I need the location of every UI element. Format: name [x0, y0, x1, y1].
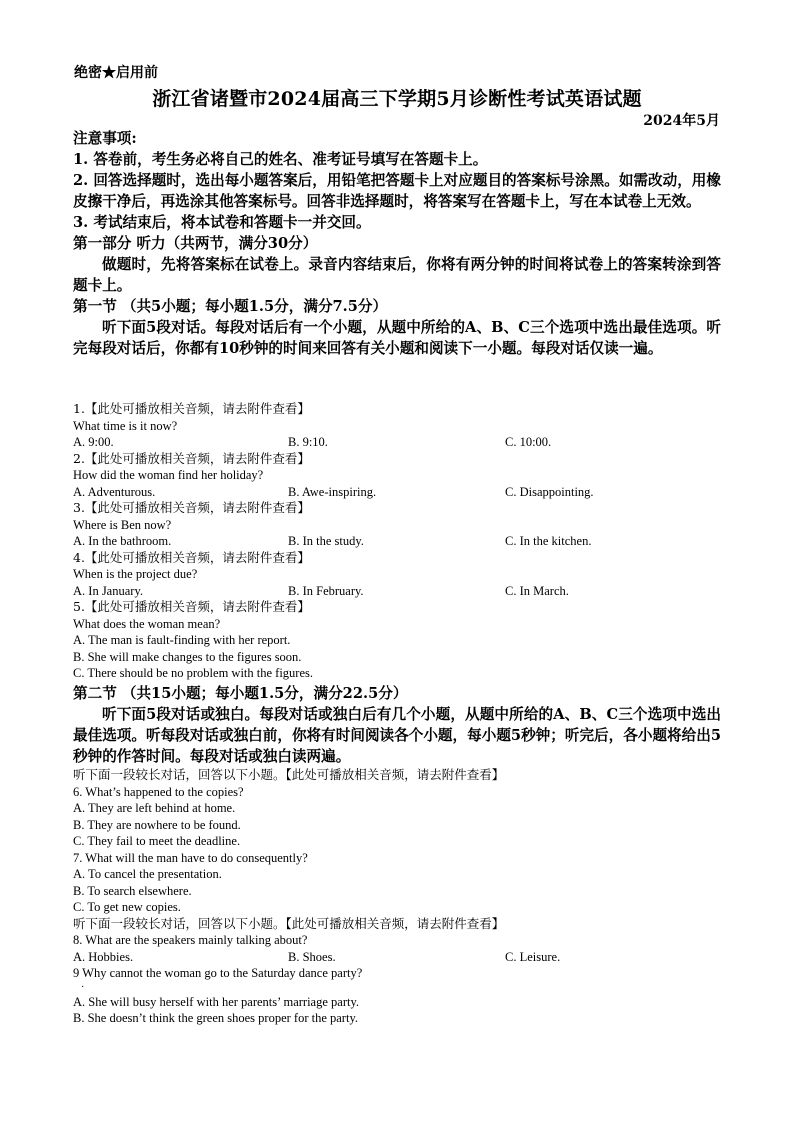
question-3 [73, 500, 721, 550]
option-b[interactable]: B. They are nowhere to be found. [73, 817, 241, 832]
audio-placeholder: 4.【此处可播放相关音频，请去附件查看】 [73, 549, 310, 565]
audio-placeholder: 2.【此处可播放相关音频，请去附件查看】 [73, 450, 310, 466]
exam-date: 2024年5月 [643, 113, 720, 129]
question-4 [73, 550, 721, 600]
note-item: 3. 考试结束后，将本试卷和答题卡一并交回。 [73, 214, 371, 231]
part1-heading: 第一部分 听力（共两节，满分30分） [73, 235, 318, 252]
section2-questions [73, 767, 721, 1027]
option-a[interactable]: A. Adventurous. [73, 484, 156, 499]
option-b[interactable]: B. To search elsewhere. [73, 883, 192, 898]
notes-section [73, 128, 721, 359]
option-b[interactable]: B. Shoes. [288, 949, 336, 964]
option-b[interactable]: B. Awe-inspiring. [288, 484, 377, 499]
option-c[interactable]: C. They fail to meet the deadline. [73, 834, 241, 848]
option-c[interactable]: C. There should be no problem with the figures. [73, 666, 314, 680]
option-row [73, 484, 721, 501]
option-c[interactable]: C. To get new copies. [73, 900, 181, 914]
option-a[interactable]: A. They are left behind at home. [73, 801, 236, 815]
option-b[interactable]: B. In February. [288, 583, 364, 598]
option-c[interactable]: C. In March. [505, 583, 569, 598]
question-stem: How did the woman find her holiday? [73, 468, 264, 482]
section2-intro: 听下面5段对话或独白。每段对话或独白后有几个小题，从题中所给的A、B、C三个选项中选出最佳选项。听每段对话或独白前，你将有时间阅读各个小题，每小题5秒钟；听完后，各小题将给出5秒钟的作答时间。每段对话或独白读两遍。 [73, 706, 721, 765]
dialogue-audio-placeholder: 听下面一段较长对话，回答以下小题。【此处可播放相关音频，请去附件查看】 [73, 915, 505, 931]
option-row [73, 533, 721, 550]
option-row [73, 583, 721, 600]
question-stem: 8. What are the speakers mainly talking about? [73, 933, 308, 947]
audio-placeholder: 5.【此处可播放相关音频，请去附件查看】 [73, 599, 310, 614]
question-2 [73, 451, 721, 501]
option-row [73, 949, 721, 966]
audio-placeholder: 1.【此处可播放相关音频，请去附件查看】 [73, 401, 310, 416]
section1-intro: 听下面5段对话。每段对话后有一个小题，从题中所给的A、B、C三个选项中选出最佳选项。听完每段对话后，你都有10秒钟的时间来回答有关小题和阅读下一小题。每段对话仅读一遍。 [73, 319, 721, 357]
confidential-label: 绝密★启用前 [74, 65, 158, 81]
option-a[interactable]: A. 9:00. [73, 435, 114, 449]
option-a[interactable]: A. Hobbies. [73, 949, 134, 964]
question-stem: What does the woman mean? [73, 616, 221, 631]
option-a[interactable]: A. In the bathroom. [73, 534, 172, 548]
option-a[interactable]: A. She will busy herself with her parents’ marriage party. [73, 994, 360, 1009]
section2-header [73, 683, 721, 767]
dialogue-audio-placeholder: 听下面一段较长对话，回答以下小题。【此处可播放相关音频，请去附件查看】 [73, 767, 505, 782]
option-b[interactable]: B. 9:10. [288, 435, 328, 449]
option-c[interactable]: C. 10:00. [505, 435, 552, 449]
question-stem: 7. What will the man have to do consequently? [73, 850, 308, 865]
option-row [73, 434, 721, 451]
question-stem: 6. What’s happened to the copies? [73, 784, 244, 799]
option-a[interactable]: A. To cancel the presentation. [73, 867, 222, 881]
option-c[interactable]: C. In the kitchen. [505, 534, 592, 548]
option-a[interactable]: A. In January. [73, 583, 144, 598]
option-b[interactable]: B. She will make changes to the figures soon. [73, 649, 302, 664]
notes-heading: 注意事项: [73, 130, 137, 147]
section2-heading: 第二节 （共15小题；每小题1.5分，满分22.5分） [73, 685, 408, 702]
section1-heading: 第一节 （共5小题；每小题1.5分，满分7.5分） [73, 298, 388, 315]
option-b[interactable]: B. In the study. [288, 534, 364, 548]
question-1 [73, 401, 721, 451]
section1-questions [73, 401, 721, 682]
option-c[interactable]: C. Leisure. [505, 949, 561, 964]
question-5 [73, 599, 721, 682]
question-stem: What time is it now? [73, 418, 178, 433]
option-c[interactable]: C. Disappointing. [505, 484, 594, 499]
stray-dot: · [81, 981, 85, 993]
question-stem: 9 Why cannot the woman go to the Saturday dance party? [73, 966, 363, 980]
question-stem: When is the project due? [73, 567, 198, 581]
option-b[interactable]: B. She doesn’t think the green shoes proper for the party. [73, 1011, 359, 1025]
option-a[interactable]: A. The man is fault-finding with her report. [73, 633, 291, 647]
page-title: 浙江省诸暨市2024届高三下学期5月诊断性考试英语试题 [152, 88, 642, 110]
part1-intro: 做题时，先将答案标在试卷上。录音内容结束后，你将有两分钟的时间将试卷上的答案转涂到答题卡上。 [73, 256, 721, 294]
note-item: 1. 答卷前，考生务必将自己的姓名、准考证号填写在答题卡上。 [73, 151, 488, 168]
audio-placeholder: 3.【此处可播放相关音频，请去附件查看】 [73, 500, 310, 515]
question-stem: Where is Ben now? [73, 517, 172, 532]
note-item: 2. 回答选择题时，选出每小题答案后，用铅笔把答题卡上对应题目的答案标号涂黑。如需改动，用橡皮擦干净后，再选涂其他答案标号。回答非选择题时，将答案写在答题卡上，写在本试卷上无效。 [73, 172, 721, 210]
